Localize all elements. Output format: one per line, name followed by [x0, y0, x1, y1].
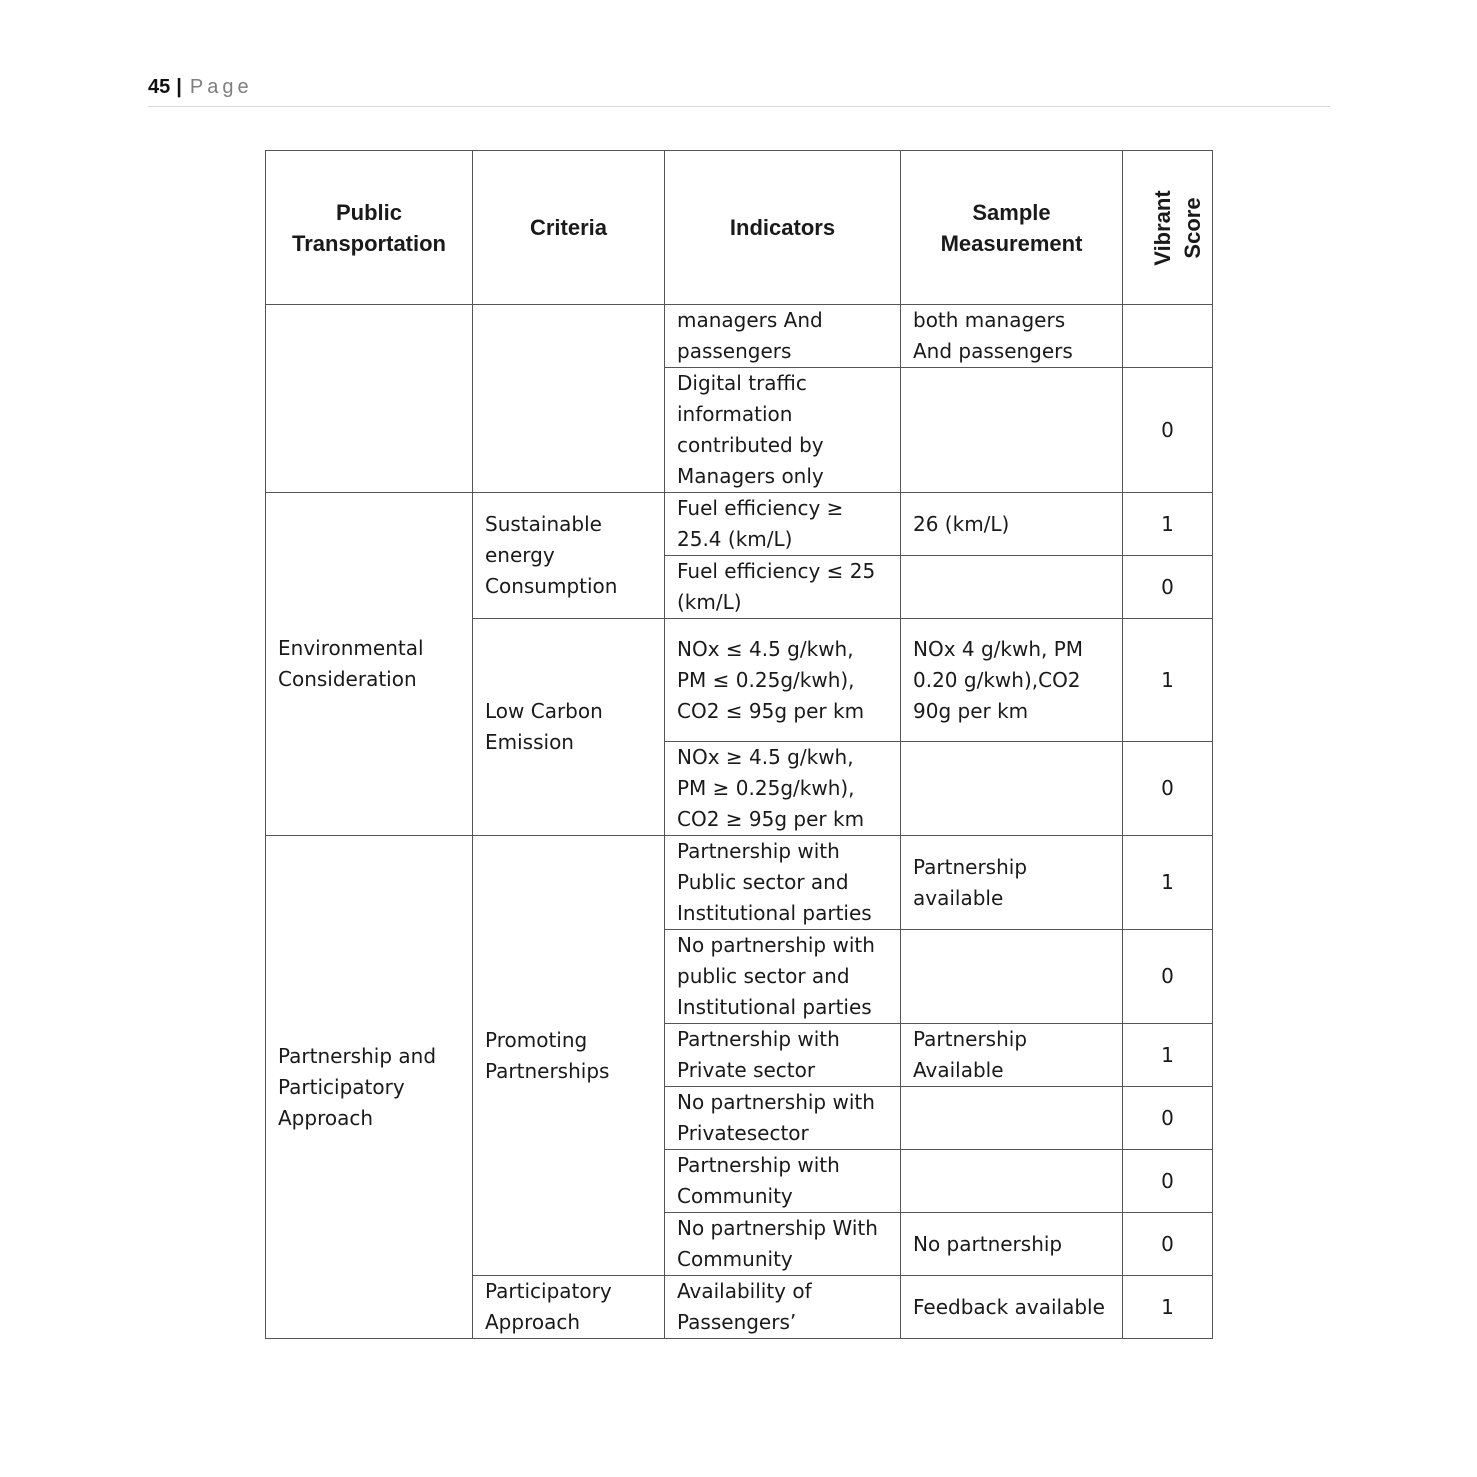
header-public-transportation: Public Transportation	[266, 151, 473, 305]
score-cell: 0	[1123, 930, 1213, 1024]
score-cell: 0	[1123, 1213, 1213, 1276]
group-cell-environmental: Environmental Consideration	[266, 493, 473, 836]
score-cell: 0	[1123, 556, 1213, 619]
measurement-cell	[901, 1150, 1123, 1213]
header-sample-measurement: Sample Measurement	[901, 151, 1123, 305]
score-cell: 1	[1123, 619, 1213, 742]
header-criteria: Criteria	[473, 151, 665, 305]
group-cell-partnership: Partnership and Participatory Approach	[266, 836, 473, 1339]
measurement-cell: Partnership Available	[901, 1024, 1123, 1087]
header-vibrant-score-text: Vibrant Score	[1150, 189, 1205, 266]
measurement-cell: Feedback available	[901, 1276, 1123, 1339]
indicator-cell: No partnership with Privatesector	[665, 1087, 901, 1150]
score-cell: 1	[1123, 1276, 1213, 1339]
indicator-cell: Fuel efficiency ≥ 25.4 (km/L)	[665, 493, 901, 556]
page-number: 45	[148, 76, 171, 98]
criteria-cell-sustainable: Sustainable energy Consumption	[473, 493, 665, 619]
criteria-table	[265, 150, 1213, 1339]
criteria-cell-low-carbon: Low Carbon Emission	[473, 619, 665, 836]
table-header-row	[266, 151, 1213, 305]
indicator-cell: Partnership with Community	[665, 1150, 901, 1213]
measurement-cell	[901, 556, 1123, 619]
indicator-cell: Digital traffic information contributed by Managers only	[665, 368, 901, 493]
measurement-cell	[901, 368, 1123, 493]
measurement-cell	[901, 1087, 1123, 1150]
indicator-cell: NOx ≤ 4.5 g/kwh, PM ≤ 0.25g/kwh), CO2 ≤ 95g per km	[665, 619, 901, 742]
indicator-cell: Availability of Passengers’	[665, 1276, 901, 1339]
indicator-cell: Fuel efficiency ≤ 25 (km/L)	[665, 556, 901, 619]
score-cell: 0	[1123, 1150, 1213, 1213]
header-vibrant-score	[1123, 151, 1213, 305]
indicator-cell: Partnership with Public sector and Institutional parties	[665, 836, 901, 930]
score-cell: 0	[1123, 742, 1213, 836]
score-cell: 1	[1123, 1024, 1213, 1087]
table-row	[266, 305, 1213, 368]
indicator-cell: NOx ≥ 4.5 g/kwh, PM ≥ 0.25g/kwh), CO2 ≥ 95g per km	[665, 742, 901, 836]
criteria-cell-participatory: Participatory Approach	[473, 1276, 665, 1339]
score-cell	[1123, 305, 1213, 368]
score-cell: 1	[1123, 836, 1213, 930]
indicator-cell: Partnership with Private sector	[665, 1024, 901, 1087]
score-cell: 1	[1123, 493, 1213, 556]
page-separator: |	[176, 76, 182, 98]
indicator-cell: No partnership with public sector and Institutional parties	[665, 930, 901, 1024]
criteria-cell-promoting: Promoting Partnerships	[473, 836, 665, 1276]
page-label: Page	[189, 76, 253, 98]
criteria-cell-empty	[473, 305, 665, 493]
measurement-cell: No partnership	[901, 1213, 1123, 1276]
measurement-cell: 26 (km/L)	[901, 493, 1123, 556]
table-row	[266, 493, 1213, 556]
indicator-cell: managers And passengers	[665, 305, 901, 368]
measurement-cell: both managers And passengers	[901, 305, 1123, 368]
measurement-cell	[901, 930, 1123, 1024]
indicator-cell: No partnership With Community	[665, 1213, 901, 1276]
group-cell-empty	[266, 305, 473, 493]
measurement-cell: NOx 4 g/kwh, PM 0.20 g/kwh),CO2 90g per km	[901, 619, 1123, 742]
score-cell: 0	[1123, 368, 1213, 493]
table-row	[266, 836, 1213, 930]
measurement-cell	[901, 742, 1123, 836]
page-header	[148, 76, 1330, 107]
header-indicators: Indicators	[665, 151, 901, 305]
score-cell: 0	[1123, 1087, 1213, 1150]
measurement-cell: Partnership available	[901, 836, 1123, 930]
